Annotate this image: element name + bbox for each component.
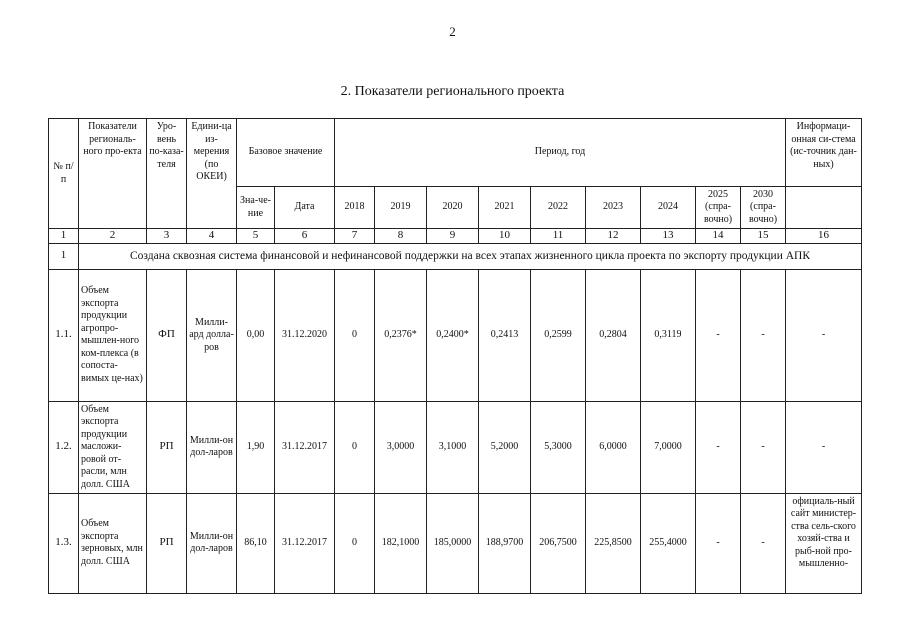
row-num: 1.1.	[49, 269, 79, 401]
row-info: официаль-ный сайт министер-ства сель-ского хозяй-ства и рыб-ной про-мышленно-	[786, 493, 862, 593]
col-number: 12	[586, 229, 641, 244]
row-level: РП	[147, 493, 187, 593]
col-number: 3	[147, 229, 187, 244]
section-num: 1	[49, 243, 79, 269]
row-indicator: Объем экспорта зерновых, млн долл. США	[79, 493, 147, 593]
header-unit: Едини-ца из-мерения (по ОКЕИ)	[187, 119, 237, 229]
header-year-2025: 2025 (спра-вочно)	[696, 187, 741, 229]
row-num: 1.3.	[49, 493, 79, 593]
row-value-2022: 0,2599	[531, 269, 586, 401]
row-value-2025: -	[696, 493, 741, 593]
header-year-2022: 2022	[531, 187, 586, 229]
header-level: Уро-вень по-каза-теля	[147, 119, 187, 229]
column-numbers-row	[49, 229, 862, 244]
col-number: 10	[479, 229, 531, 244]
row-num: 1.2.	[49, 401, 79, 493]
header-year-2020: 2020	[427, 187, 479, 229]
col-number: 11	[531, 229, 586, 244]
col-number: 2	[79, 229, 147, 244]
section-title: 2. Показатели регионального проекта	[340, 84, 565, 99]
header-base: Базовое значение	[237, 119, 335, 187]
section-text: Создана сквозная система финансовой и нефинансовой поддержки на всех этапах жизненного цикла проекта по экспорту продукции АПК	[79, 243, 862, 269]
col-number: 8	[375, 229, 427, 244]
header-num: № п/п	[49, 119, 79, 229]
row-value-2021: 0,2413	[479, 269, 531, 401]
row-value-2030: -	[741, 401, 786, 493]
row-value-2020: 185,0000	[427, 493, 479, 593]
row-value-2019: 3,0000	[375, 401, 427, 493]
header-year-2024: 2024	[641, 187, 696, 229]
header-year-2023: 2023	[586, 187, 641, 229]
row-value-2022: 206,7500	[531, 493, 586, 593]
col-number: 6	[275, 229, 335, 244]
table-row	[49, 401, 862, 493]
col-number: 7	[335, 229, 375, 244]
row-value-2018: 0	[335, 493, 375, 593]
row-info: -	[786, 401, 862, 493]
row-value-2024: 255,4000	[641, 493, 696, 593]
row-indicator: Объем экспорта продукции масложи-ровой от-расли, млн долл. США	[79, 401, 147, 493]
row-value-2018: 0	[335, 401, 375, 493]
header-indicator: Показатели региональ-ного про-екта	[79, 119, 147, 229]
header-base-date: Дата	[275, 187, 335, 229]
header-info: Информаци-онная си-стема (ис-точник дан-ных)	[786, 119, 862, 187]
header-year-2030: 2030 (спра-вочно)	[741, 187, 786, 229]
row-value-2023: 225,8500	[586, 493, 641, 593]
indicators-table	[48, 118, 862, 594]
row-value-2018: 0	[335, 269, 375, 401]
header-year-2018: 2018	[335, 187, 375, 229]
header-row-1	[49, 119, 862, 187]
row-value-2023: 6,0000	[586, 401, 641, 493]
row-value-2019: 182,1000	[375, 493, 427, 593]
section-row	[49, 243, 862, 269]
row-level: РП	[147, 401, 187, 493]
row-value-2023: 0,2804	[586, 269, 641, 401]
row-base-value: 1,90	[237, 401, 275, 493]
col-number: 14	[696, 229, 741, 244]
col-number: 15	[741, 229, 786, 244]
row-value-2025: -	[696, 401, 741, 493]
col-number: 5	[237, 229, 275, 244]
col-number: 13	[641, 229, 696, 244]
row-unit: Милли-он дол-ларов	[187, 401, 237, 493]
row-value-2020: 3,1000	[427, 401, 479, 493]
row-value-2024: 0,3119	[641, 269, 696, 401]
header-year-2019: 2019	[375, 187, 427, 229]
row-level: ФП	[147, 269, 187, 401]
row-base-value: 0,00	[237, 269, 275, 401]
row-base-date: 31.12.2017	[275, 493, 335, 593]
header-year-2021: 2021	[479, 187, 531, 229]
row-value-2022: 5,3000	[531, 401, 586, 493]
header-base-value: Зна-че-ние	[237, 187, 275, 229]
row-info: -	[786, 269, 862, 401]
row-base-date: 31.12.2017	[275, 401, 335, 493]
table-row	[49, 269, 862, 401]
row-value-2024: 7,0000	[641, 401, 696, 493]
col-number: 16	[786, 229, 862, 244]
row-value-2020: 0,2400*	[427, 269, 479, 401]
row-unit: Милли-он дол-ларов	[187, 493, 237, 593]
page-number: 2	[449, 24, 456, 39]
row-value-2021: 188,9700	[479, 493, 531, 593]
row-indicator: Объем экспорта продукции агропро-мышлен-ного ком-плекса (в сопоста-вимых це-нах)	[79, 269, 147, 401]
header-period: Период, год	[335, 119, 786, 187]
row-value-2030: -	[741, 269, 786, 401]
col-number: 1	[49, 229, 79, 244]
col-number: 4	[187, 229, 237, 244]
row-base-date: 31.12.2020	[275, 269, 335, 401]
row-value-2025: -	[696, 269, 741, 401]
col-number: 9	[427, 229, 479, 244]
row-base-value: 86,10	[237, 493, 275, 593]
row-unit: Милли-ард долла-ров	[187, 269, 237, 401]
row-value-2030: -	[741, 493, 786, 593]
header-info-blank	[786, 187, 862, 229]
row-value-2019: 0,2376*	[375, 269, 427, 401]
table-row	[49, 493, 862, 593]
row-value-2021: 5,2000	[479, 401, 531, 493]
